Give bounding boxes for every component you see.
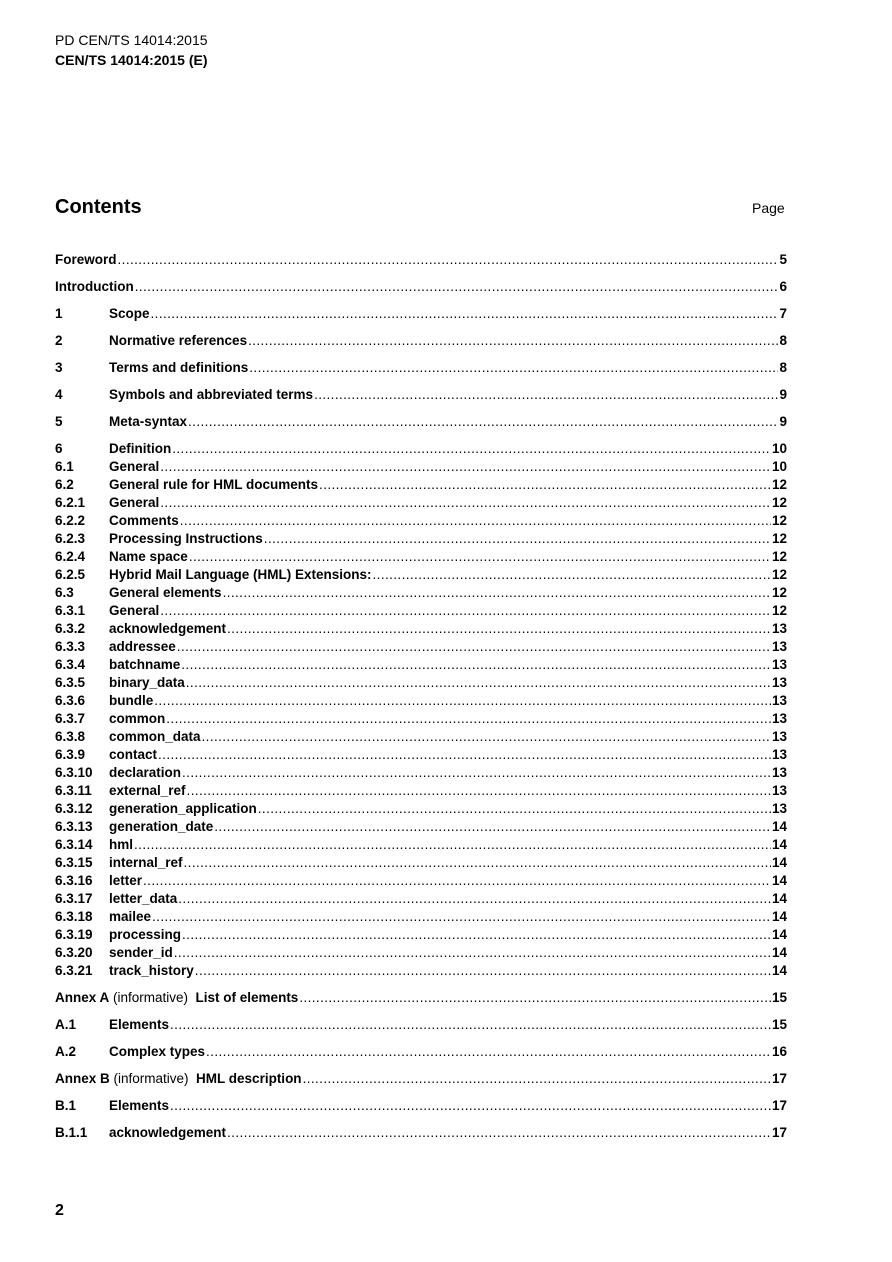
toc-entry-page: 13 [771,783,787,798]
toc-entry-page: 14 [771,873,787,888]
toc-title-text: Normative references [109,333,248,348]
toc-entry[interactable] [55,458,787,476]
toc-entry-number: 6.3.4 [55,657,86,672]
toc-title-text: Complex types [109,1044,206,1059]
toc-entry-number: 6.3.9 [55,747,86,762]
toc-entry-title [109,764,181,782]
toc-title-text: Terms and definitions [109,360,249,375]
toc-entry-title [109,1043,205,1061]
toc-entry-page: 7 [779,306,787,321]
toc-leader-dots [186,674,771,692]
toc-entry[interactable] [55,278,787,296]
toc-leader-dots [223,584,771,602]
toc-entry[interactable] [55,305,787,323]
toc-entry[interactable] [55,674,787,692]
toc-entry[interactable] [55,512,787,530]
toc-entry-page: 12 [771,585,787,600]
toc-leader-dots [249,359,778,377]
toc-entry-title [109,566,372,584]
toc-title-text: General [109,603,160,618]
toc-entry-number: 6.3.2 [55,621,86,636]
toc-entry-number: 6.3.18 [55,909,93,924]
toc-entry-page: 14 [771,909,787,924]
toc-entry-title [109,656,180,674]
toc-entry-title [109,584,222,602]
toc-entry-number: 6.3.12 [55,801,93,816]
toc-leader-dots [180,512,771,530]
toc-entry[interactable] [55,692,787,710]
toc-entry[interactable] [55,1097,787,1115]
toc-leader-dots [151,305,779,323]
toc-entry[interactable] [55,764,787,782]
toc-entry-title [109,710,165,728]
toc-entry-title [109,458,159,476]
toc-entry-page: 5 [779,252,787,267]
toc-entry-number: 6.3.11 [55,783,92,798]
toc-entry[interactable] [55,836,787,854]
toc-entry-number: 6.2.3 [55,531,86,546]
toc-entry-number: 6.3.6 [55,693,86,708]
toc-entry[interactable] [55,548,787,566]
toc-title-text: declaration [109,765,182,780]
toc-entry-title [55,989,298,1007]
toc-entry-page: 17 [771,1125,787,1140]
toc-entry-number: 6.3.7 [55,711,86,726]
toc-entry-title [109,728,201,746]
toc-entry[interactable] [55,332,787,350]
toc-entry-title [109,890,177,908]
toc-entry-number: 3 [55,360,63,375]
toc-entry[interactable] [55,530,787,548]
toc-leader-dots [118,251,779,269]
toc-entry[interactable] [55,944,787,962]
toc-title-text: Processing Instructions [109,531,263,546]
toc-leader-dots [373,566,771,584]
toc-entry-page: 17 [771,1098,787,1113]
toc-title-text: generation_application [109,801,257,816]
toc-leader-dots [319,476,771,494]
table-of-contents [55,251,787,1142]
toc-entry-title [109,674,185,692]
toc-leader-dots [184,854,771,872]
toc-entry-page: 13 [771,729,787,744]
toc-leader-dots [195,962,771,980]
toc-leader-dots [314,386,778,404]
toc-entry-number: 6.3.16 [55,873,93,888]
toc-leader-dots [152,908,771,926]
toc-leader-dots [154,692,771,710]
toc-entry-page: 10 [771,441,787,456]
toc-entry-page: 17 [771,1071,787,1086]
toc-entry-title [109,800,257,818]
page-number: 2 [55,1202,64,1219]
toc-leader-dots [135,278,779,296]
toc-entry-number: 6.3.21 [55,963,93,978]
toc-entry[interactable] [55,1124,787,1142]
toc-title-text: binary_data [109,675,185,690]
toc-entry-title [109,305,150,323]
toc-entry-page: 14 [771,927,787,942]
toc-entry-title [55,251,117,269]
toc-entry-page: 13 [771,765,787,780]
toc-title-text: General elements [109,585,222,600]
toc-entry-title [109,818,213,836]
toc-entry[interactable] [55,818,787,836]
toc-leader-dots [188,413,778,431]
toc-leader-dots [158,746,771,764]
toc-entry[interactable] [55,440,787,458]
toc-title-text: hml [109,837,134,852]
toc-entry-page: 12 [771,477,787,492]
toc-title-text: Scope [109,306,150,321]
toc-leader-dots [202,728,771,746]
toc-title-text: internal_ref [109,855,183,870]
toc-leader-dots [166,710,771,728]
toc-entry-page: 13 [771,747,787,762]
toc-title-text: Definition [109,441,172,456]
toc-title-text: sender_id [109,945,173,960]
toc-entry-page: 14 [771,855,787,870]
toc-title-text: track_history [109,963,194,978]
toc-entry[interactable] [55,1016,787,1034]
toc-entry[interactable] [55,1070,787,1088]
toc-annex-title: HML description [196,1071,302,1086]
toc-leader-dots [299,989,771,1007]
toc-leader-dots [264,530,771,548]
toc-entry[interactable] [55,926,787,944]
toc-entry-number: A.2 [55,1044,77,1059]
toc-leader-dots [227,620,771,638]
toc-entry-number: 6.2.1 [55,495,86,510]
toc-leader-dots [189,548,771,566]
toc-title-text: Symbols and abbreviated terms [109,387,314,402]
toc-entry-title [109,836,133,854]
toc-entry-title [109,872,142,890]
toc-title-text: letter [109,873,143,888]
toc-title-text: Hybrid Mail Language (HML) Extensions: [109,567,372,582]
toc-entry-number: 4 [55,387,63,402]
toc-entry-number: 6.3.17 [55,891,93,906]
toc-title-text: letter_data [109,891,178,906]
toc-entry[interactable] [55,620,787,638]
toc-leader-dots [134,836,771,854]
toc-entry[interactable] [55,908,787,926]
toc-entry[interactable] [55,386,787,404]
toc-title-text: mailee [109,909,152,924]
toc-entry-page: 13 [771,639,787,654]
toc-entry-page: 13 [771,693,787,708]
toc-entry[interactable] [55,746,787,764]
toc-entry-page: 12 [771,549,787,564]
toc-entry-title [109,962,194,980]
toc-entry[interactable] [55,251,787,269]
toc-entry-title [109,332,247,350]
toc-entry-number: 1 [55,306,63,321]
toc-entry[interactable] [55,656,787,674]
toc-leader-dots [182,764,771,782]
toc-entry-page: 14 [771,963,787,978]
toc-entry-title [109,944,173,962]
toc-title-text: Foreword [55,252,117,267]
toc-title-text: addressee [109,639,176,654]
toc-entry-title [109,782,186,800]
toc-entry-number: 6.3.13 [55,819,93,834]
toc-entry-title [109,854,183,872]
toc-entry[interactable] [55,782,787,800]
toc-entry-title [109,620,226,638]
toc-title-text: external_ref [109,783,186,798]
toc-entry-title [109,512,179,530]
toc-title-text: acknowledgement [109,1125,227,1140]
toc-entry[interactable] [55,1043,787,1061]
toc-entry-title [109,1097,169,1115]
toc-entry-page: 9 [779,387,787,402]
toc-leader-dots [182,926,771,944]
toc-entry-title [109,926,181,944]
toc-entry-number: 6.3.14 [55,837,93,852]
toc-entry[interactable] [55,584,787,602]
toc-entry-page: 14 [771,891,787,906]
contents-heading: Contents [55,196,142,218]
toc-entry-number: 6.3.5 [55,675,86,690]
toc-entry-number: 6.2 [55,477,74,492]
toc-entry-number: 2 [55,333,63,348]
toc-entry-title [109,530,263,548]
toc-entry-page: 10 [771,459,787,474]
toc-entry-page: 13 [771,657,787,672]
toc-leader-dots [227,1124,771,1142]
toc-title-text: Meta-syntax [109,414,188,429]
toc-entry-page: 13 [771,675,787,690]
toc-entry-page: 13 [771,711,787,726]
toc-entry[interactable] [55,854,787,872]
toc-entry-page: 8 [779,333,787,348]
toc-entry-number: 6.3.20 [55,945,93,960]
toc-entry-number: 6.3.15 [55,855,93,870]
toc-leader-dots [177,638,771,656]
toc-title-text: Annex A [55,990,110,1005]
toc-leader-dots [170,1016,771,1034]
toc-entry[interactable] [55,359,787,377]
document-id: PD CEN/TS 14014:2015 [55,32,208,48]
toc-entry-page: 13 [771,801,787,816]
toc-leader-dots [248,332,778,350]
toc-leader-dots [214,818,771,836]
toc-entry-number: 6.2.4 [55,549,86,564]
toc-entry-number: B.1.1 [55,1125,88,1140]
toc-leader-dots [174,944,771,962]
toc-leader-dots [160,494,771,512]
toc-entry[interactable] [55,962,787,980]
toc-leader-dots [143,872,771,890]
toc-entry[interactable] [55,710,787,728]
toc-title-text: General [109,495,160,510]
toc-entry-page: 14 [771,945,787,960]
toc-title-text: processing [109,927,182,942]
toc-leader-dots [160,602,771,620]
toc-entry-page: 12 [771,495,787,510]
toc-entry-title [109,908,151,926]
toc-title-text: common [109,711,166,726]
toc-entry-title [109,638,176,656]
toc-entry-title [109,746,157,764]
toc-entry[interactable] [55,800,787,818]
toc-entry-page: 9 [779,414,787,429]
toc-entry-title [109,1124,226,1142]
toc-entry-page: 13 [771,621,787,636]
toc-leader-dots [178,890,771,908]
toc-entry[interactable] [55,638,787,656]
toc-title-text: Elements [109,1098,170,1113]
toc-entry-number: 5 [55,414,63,429]
toc-entry-page: 16 [771,1044,787,1059]
toc-title-text: Name space [109,549,188,564]
toc-entry-number: A.1 [55,1017,77,1032]
toc-entry-page: 14 [771,837,787,852]
toc-title-text: generation_date [109,819,214,834]
toc-leader-dots [206,1043,771,1061]
toc-title-text: bundle [109,693,154,708]
toc-entry-title [109,386,313,404]
toc-leader-dots [187,782,771,800]
toc-annex-note: (informative) [109,990,196,1005]
toc-entry-number: 6.3.19 [55,927,93,942]
toc-title-text: contact [109,747,158,762]
toc-entry-page: 8 [779,360,787,375]
toc-entry-title [109,1016,169,1034]
toc-entry-title [109,413,187,431]
toc-entry-title [55,1070,302,1088]
toc-entry[interactable] [55,890,787,908]
toc-entry-page: 12 [771,531,787,546]
toc-title-text: Comments [109,513,179,528]
toc-leader-dots [160,458,771,476]
toc-entry-number: 6.3.1 [55,603,86,618]
toc-entry-number: 6 [55,441,63,456]
toc-entry-number: B.1 [55,1098,77,1113]
toc-entry-title [55,278,134,296]
toc-title-text: Elements [109,1017,170,1032]
toc-entry[interactable] [55,494,787,512]
toc-annex-note: (informative) [109,1071,197,1086]
toc-entry-page: 12 [771,603,787,618]
toc-title-text: acknowledgement [109,621,227,636]
toc-entry-number: 6.1 [55,459,74,474]
toc-leader-dots [170,1097,771,1115]
toc-entry-title [109,359,248,377]
toc-entry-number: 6.2.2 [55,513,86,528]
toc-entry[interactable] [55,413,787,431]
toc-entry-title [109,548,188,566]
document-id-english: CEN/TS 14014:2015 (E) [55,52,208,68]
toc-entry-title [109,692,153,710]
toc-entry[interactable] [55,602,787,620]
toc-title-text: Annex B [55,1071,110,1086]
toc-entry-page: 6 [779,279,787,294]
toc-title-text: General [109,459,160,474]
toc-entry-title [109,602,159,620]
toc-title-text: Introduction [55,279,134,294]
toc-entry[interactable] [55,989,787,1007]
toc-leader-dots [258,800,771,818]
toc-title-text: batchname [109,657,181,672]
toc-leader-dots [181,656,771,674]
toc-entry-number: 6.3.10 [55,765,93,780]
toc-entry-number: 6.3 [55,585,74,600]
toc-entry[interactable] [55,566,787,584]
toc-entry-page: 12 [771,513,787,528]
toc-annex-title: List of elements [195,990,299,1005]
toc-entry-title [109,476,318,494]
toc-title-text: common_data [109,729,201,744]
toc-entry-page: 12 [771,567,787,582]
page-column-label: Page [752,200,785,216]
toc-entry-page: 15 [771,990,787,1005]
toc-entry-page: 15 [771,1017,787,1032]
toc-entry-number: 6.3.3 [55,639,86,654]
toc-entry-title [109,494,159,512]
toc-title-text: General rule for HML documents [109,477,319,492]
toc-entry-page: 14 [771,819,787,834]
toc-entry[interactable] [55,728,787,746]
toc-entry[interactable] [55,476,787,494]
toc-leader-dots [172,440,771,458]
toc-entry-title [109,440,171,458]
toc-leader-dots [303,1070,771,1088]
toc-entry-number: 6.3.8 [55,729,86,744]
toc-entry-number: 6.2.5 [55,567,86,582]
toc-entry[interactable] [55,872,787,890]
